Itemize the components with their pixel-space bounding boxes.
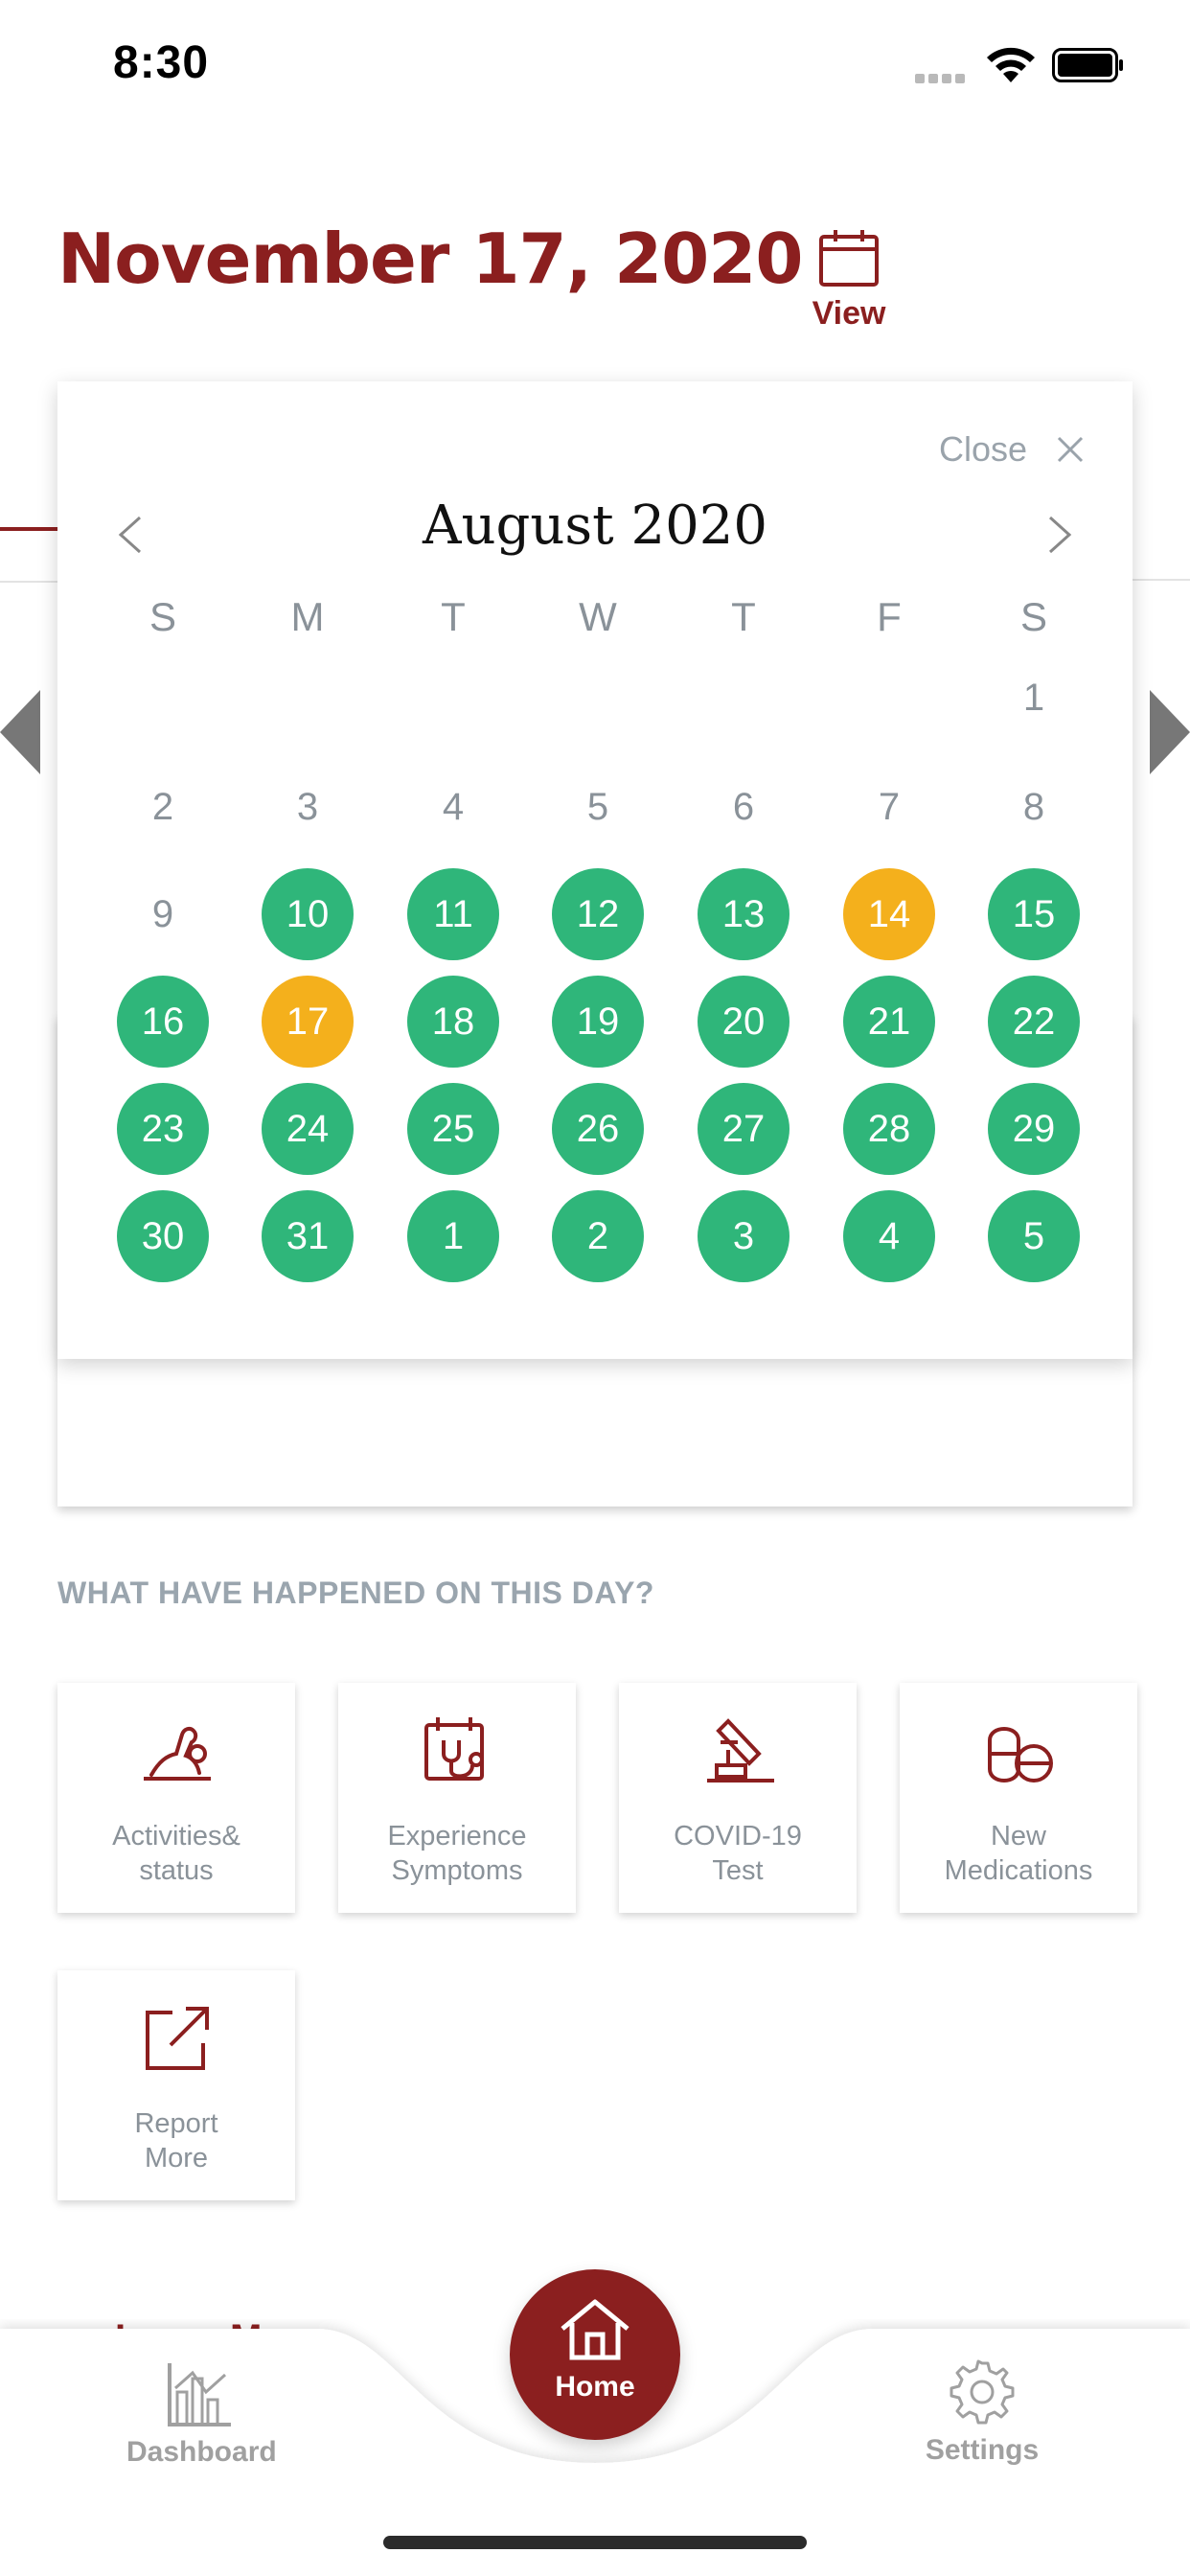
calendar-day[interactable]: 12 bbox=[552, 868, 644, 960]
close-label: Close bbox=[938, 429, 1027, 469]
chart-icon bbox=[164, 2359, 233, 2428]
calendar-day[interactable]: 3 bbox=[296, 786, 319, 828]
calendar-day[interactable]: 7 bbox=[878, 786, 901, 828]
tile-label: COVID-19 Test bbox=[674, 1821, 802, 1886]
calendar-day[interactable]: 31 bbox=[262, 1190, 354, 1282]
tile-new-medications[interactable] bbox=[900, 1683, 1137, 1913]
calendar-day[interactable]: 13 bbox=[698, 868, 790, 960]
tile-label: Activities& status bbox=[112, 1821, 240, 1886]
close-icon bbox=[1056, 435, 1085, 464]
calendar-day[interactable]: 4 bbox=[442, 786, 465, 828]
weekday-label: T bbox=[731, 594, 756, 639]
calendar-day[interactable]: 10 bbox=[262, 868, 354, 960]
nav-dashboard-label: Dashboard bbox=[126, 2436, 277, 2468]
calendar-day[interactable]: 19 bbox=[552, 976, 644, 1068]
nav-home-label: Home bbox=[555, 2371, 635, 2403]
calendar-day[interactable]: 29 bbox=[988, 1083, 1080, 1175]
calendar-day[interactable]: 11 bbox=[407, 868, 499, 960]
weekday-label: S bbox=[1019, 594, 1047, 639]
pills-icon bbox=[980, 1712, 1059, 1790]
calendar-day[interactable]: 1 bbox=[407, 1190, 499, 1282]
calendar-day[interactable]: 15 bbox=[988, 868, 1080, 960]
external-link-icon bbox=[138, 1999, 217, 2078]
page-title: November 17, 2020 bbox=[57, 218, 803, 299]
calendar-day[interactable]: 1 bbox=[1022, 677, 1045, 719]
weekday-label: S bbox=[149, 594, 176, 639]
calendar-day[interactable]: 22 bbox=[988, 976, 1080, 1068]
tab-indicator bbox=[0, 527, 57, 531]
weekday-label: W bbox=[579, 594, 617, 639]
battery-icon bbox=[1052, 48, 1125, 82]
chevron-right-icon[interactable] bbox=[1039, 516, 1077, 554]
view-label: View bbox=[812, 295, 886, 332]
signal-icon bbox=[915, 71, 971, 80]
section-heading: WHAT HAVE HAPPENED ON THIS DAY? bbox=[57, 1576, 654, 1610]
calendar-day[interactable]: 4 bbox=[843, 1190, 935, 1282]
nav-dashboard[interactable] bbox=[126, 2359, 277, 2469]
home-icon bbox=[559, 2298, 631, 2361]
calendar-icon bbox=[818, 228, 880, 288]
calendar-day[interactable]: 24 bbox=[262, 1083, 354, 1175]
previous-day-arrow-icon[interactable] bbox=[0, 690, 40, 774]
calendar-day[interactable]: 27 bbox=[698, 1083, 790, 1175]
calendar-day[interactable]: 2 bbox=[552, 1190, 644, 1282]
calendar-day[interactable]: 17 bbox=[262, 976, 354, 1068]
divider bbox=[0, 581, 57, 583]
calendar-day[interactable]: 21 bbox=[843, 976, 935, 1068]
calendar-day[interactable]: 16 bbox=[117, 976, 209, 1068]
tile-covid-test[interactable] bbox=[619, 1683, 857, 1913]
calendar-day[interactable]: 25 bbox=[407, 1083, 499, 1175]
calendar-popup bbox=[57, 381, 1133, 1359]
calendar-day[interactable]: 3 bbox=[698, 1190, 790, 1282]
stethoscope-calendar-icon bbox=[419, 1712, 497, 1790]
tile-label: Experience Symptoms bbox=[387, 1821, 527, 1886]
calendar-day[interactable]: 6 bbox=[732, 786, 755, 828]
calendar-day[interactable]: 5 bbox=[586, 786, 609, 828]
activity-icon bbox=[138, 1712, 217, 1790]
calendar-day[interactable]: 18 bbox=[407, 976, 499, 1068]
next-day-arrow-icon[interactable] bbox=[1150, 690, 1190, 774]
nav-home-button[interactable] bbox=[510, 2269, 680, 2440]
tile-activities-status[interactable] bbox=[57, 1683, 295, 1913]
calendar-view-button[interactable] bbox=[805, 228, 893, 345]
calendar-day[interactable]: 5 bbox=[988, 1190, 1080, 1282]
calendar-month-title: August 2020 bbox=[423, 494, 767, 557]
calendar-day[interactable]: 20 bbox=[698, 976, 790, 1068]
status-time: 8:30 bbox=[113, 37, 210, 88]
calendar-day[interactable]: 23 bbox=[117, 1083, 209, 1175]
calendar-day[interactable]: 30 bbox=[117, 1190, 209, 1282]
tile-label: Report More bbox=[134, 2108, 218, 2174]
divider bbox=[1133, 579, 1190, 581]
microscope-icon bbox=[699, 1712, 778, 1790]
tile-label: New Medications bbox=[944, 1821, 1093, 1886]
close-button[interactable] bbox=[939, 429, 1085, 470]
weekday-label: T bbox=[441, 594, 466, 639]
status-bar bbox=[0, 0, 1190, 125]
tile-report-more[interactable] bbox=[57, 1970, 295, 2200]
calendar-day[interactable]: 28 bbox=[843, 1083, 935, 1175]
weekday-label: F bbox=[877, 594, 902, 639]
calendar-day[interactable]: 8 bbox=[1022, 786, 1045, 828]
calendar-day[interactable]: 9 bbox=[151, 893, 174, 935]
nav-settings[interactable] bbox=[910, 2358, 1054, 2467]
calendar-day[interactable]: 14 bbox=[843, 868, 935, 960]
home-indicator bbox=[383, 2536, 807, 2549]
weekday-label: M bbox=[290, 594, 325, 639]
wifi-icon bbox=[982, 44, 1040, 84]
calendar-day[interactable]: 2 bbox=[151, 786, 174, 828]
gear-icon bbox=[948, 2358, 1017, 2426]
nav-settings-label: Settings bbox=[925, 2434, 1040, 2466]
calendar-day[interactable]: 26 bbox=[552, 1083, 644, 1175]
tile-experience-symptoms[interactable] bbox=[338, 1683, 576, 1913]
